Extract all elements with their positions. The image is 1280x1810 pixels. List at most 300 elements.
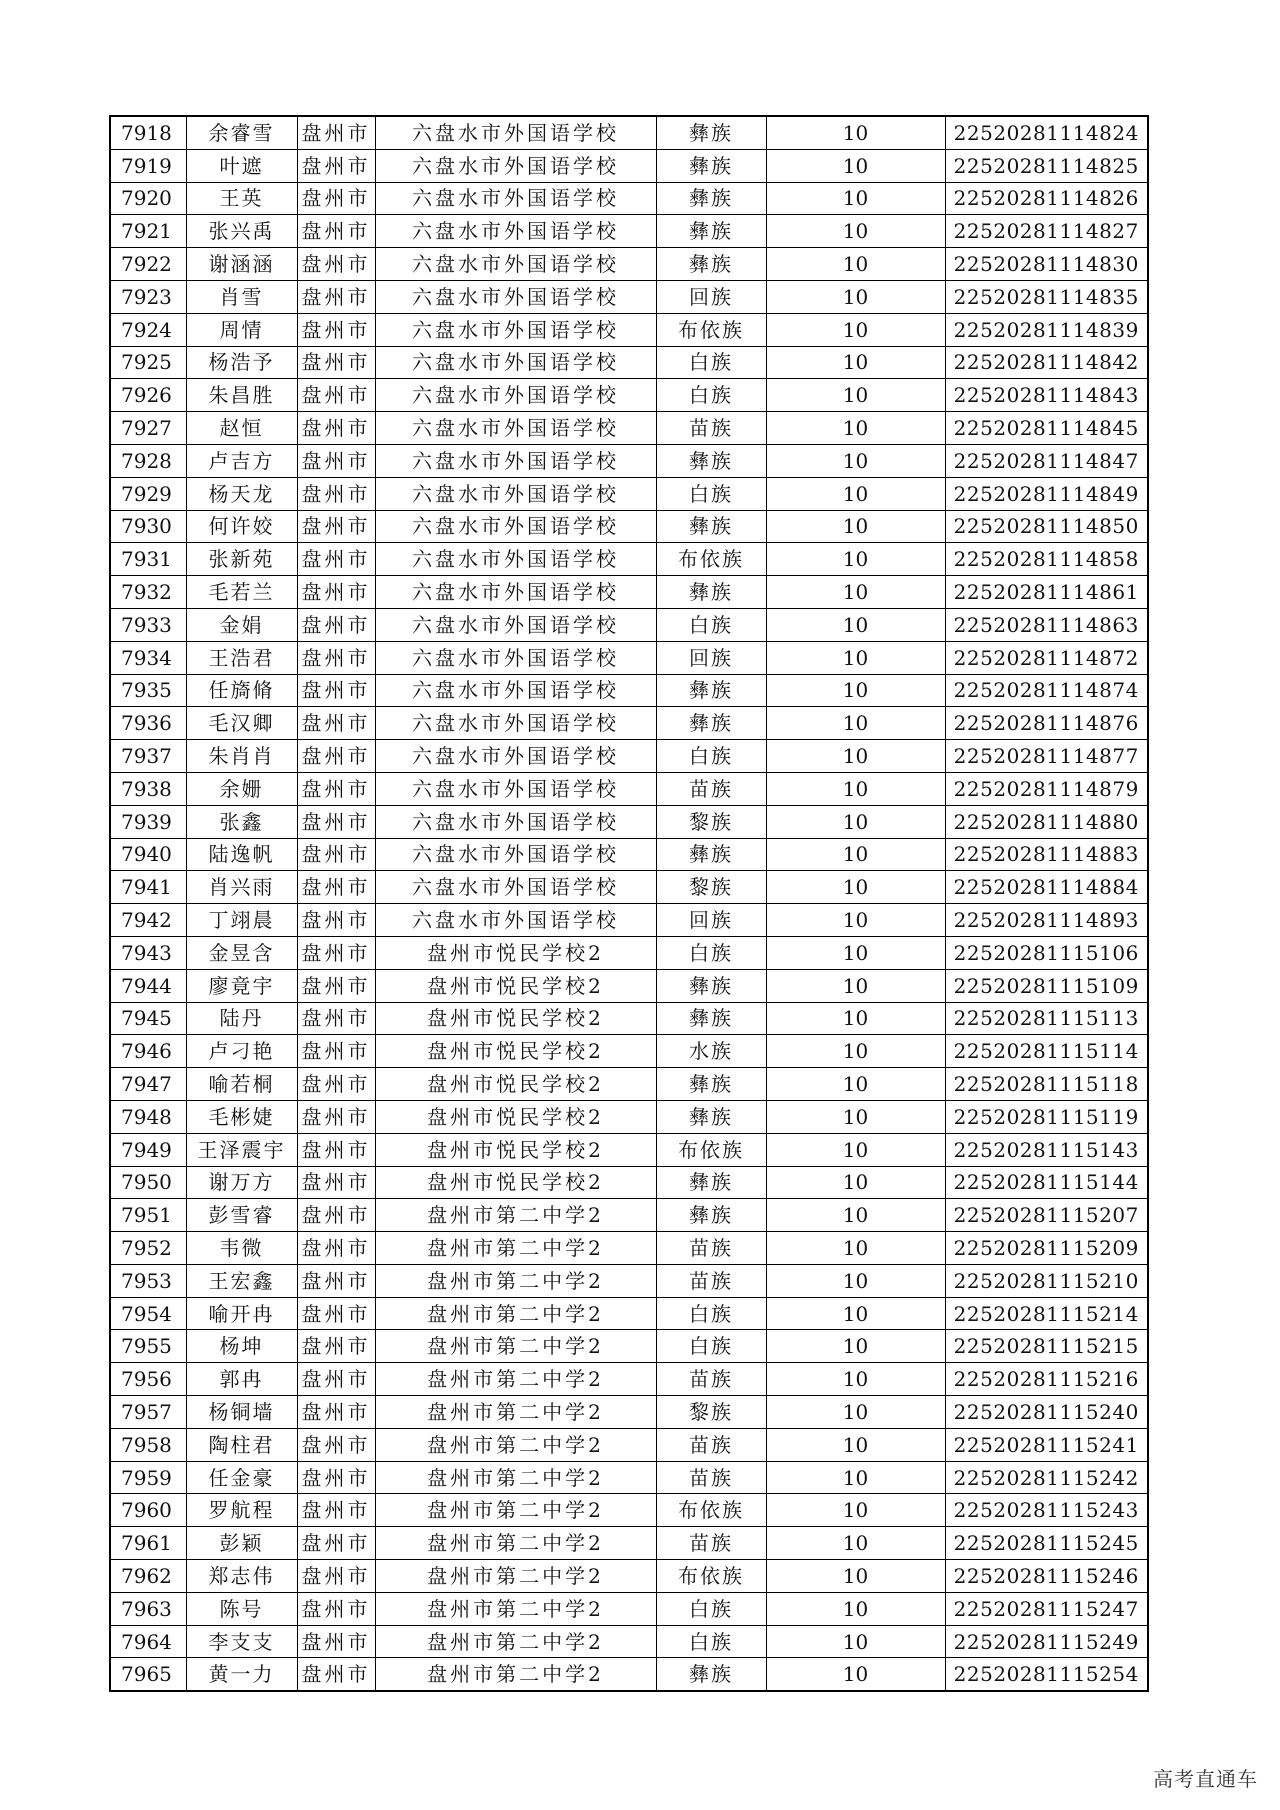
city-cell: 盘州市 [297, 838, 375, 871]
row-number-cell: 7921 [110, 215, 186, 248]
ethnicity-cell: 彝族 [656, 215, 766, 248]
school-name-cell: 盘州市第二中学2 [375, 1330, 656, 1363]
student-id-cell: 22520281114849 [945, 477, 1148, 510]
ethnicity-cell: 彝族 [656, 248, 766, 281]
ethnicity-cell: 彝族 [656, 1658, 766, 1691]
watermark-text: 高考直通车 [1153, 1767, 1258, 1791]
student-name-cell: 丁翊晨 [186, 904, 297, 937]
row-number-cell: 7932 [110, 576, 186, 609]
table-row [110, 1494, 1148, 1527]
ethnicity-cell: 白族 [656, 346, 766, 379]
school-name-cell: 六盘水市外国语学校 [375, 444, 656, 477]
city-cell: 盘州市 [297, 674, 375, 707]
grade-cell: 10 [766, 444, 945, 477]
city-cell: 盘州市 [297, 116, 375, 149]
row-number-cell: 7959 [110, 1461, 186, 1494]
city-cell: 盘州市 [297, 740, 375, 773]
student-id-cell: 22520281115240 [945, 1396, 1148, 1429]
school-name-cell: 六盘水市外国语学校 [375, 280, 656, 313]
row-number-cell: 7963 [110, 1592, 186, 1625]
student-id-cell: 22520281114879 [945, 772, 1148, 805]
ethnicity-cell: 布依族 [656, 543, 766, 576]
school-name-cell: 六盘水市外国语学校 [375, 379, 656, 412]
table-row [110, 1035, 1148, 1068]
student-name-cell: 杨坤 [186, 1330, 297, 1363]
row-number-cell: 7936 [110, 707, 186, 740]
city-cell: 盘州市 [297, 969, 375, 1002]
row-number-cell: 7920 [110, 182, 186, 215]
city-cell: 盘州市 [297, 1232, 375, 1265]
row-number-cell: 7958 [110, 1428, 186, 1461]
school-name-cell: 盘州市第二中学2 [375, 1264, 656, 1297]
row-number-cell: 7946 [110, 1035, 186, 1068]
student-name-cell: 余睿雪 [186, 116, 297, 149]
row-number-cell: 7923 [110, 280, 186, 313]
student-id-cell: 22520281115246 [945, 1560, 1148, 1593]
school-name-cell: 六盘水市外国语学校 [375, 182, 656, 215]
student-name-cell: 肖兴雨 [186, 871, 297, 904]
school-name-cell: 盘州市第二中学2 [375, 1428, 656, 1461]
grade-cell: 10 [766, 1232, 945, 1265]
grade-cell: 10 [766, 674, 945, 707]
city-cell: 盘州市 [297, 149, 375, 182]
table-row [110, 1232, 1148, 1265]
table-row [110, 1002, 1148, 1035]
table-row [110, 1396, 1148, 1429]
grade-cell: 10 [766, 116, 945, 149]
table-row [110, 1658, 1148, 1691]
ethnicity-cell: 彝族 [656, 444, 766, 477]
student-id-cell: 22520281114883 [945, 838, 1148, 871]
grade-cell: 10 [766, 608, 945, 641]
ethnicity-cell: 回族 [656, 904, 766, 937]
grade-cell: 10 [766, 805, 945, 838]
student-name-cell: 陶柱君 [186, 1428, 297, 1461]
school-name-cell: 盘州市第二中学2 [375, 1396, 656, 1429]
grade-cell: 10 [766, 543, 945, 576]
row-number-cell: 7918 [110, 116, 186, 149]
city-cell: 盘州市 [297, 936, 375, 969]
school-name-cell: 六盘水市外国语学校 [375, 313, 656, 346]
city-cell: 盘州市 [297, 313, 375, 346]
row-number-cell: 7939 [110, 805, 186, 838]
row-number-cell: 7950 [110, 1166, 186, 1199]
ethnicity-cell: 黎族 [656, 805, 766, 838]
grade-cell: 10 [766, 1166, 945, 1199]
student-name-cell: 喻若桐 [186, 1068, 297, 1101]
student-name-cell: 杨铜墙 [186, 1396, 297, 1429]
table-row [110, 608, 1148, 641]
grade-cell: 10 [766, 576, 945, 609]
student-name-cell: 杨天龙 [186, 477, 297, 510]
school-name-cell: 六盘水市外国语学校 [375, 412, 656, 445]
ethnicity-cell: 彝族 [656, 1068, 766, 1101]
student-name-cell: 何许姣 [186, 510, 297, 543]
table-row [110, 1330, 1148, 1363]
student-name-cell: 任金豪 [186, 1461, 297, 1494]
table-row [110, 1166, 1148, 1199]
grade-cell: 10 [766, 740, 945, 773]
school-name-cell: 盘州市第二中学2 [375, 1232, 656, 1265]
row-number-cell: 7964 [110, 1625, 186, 1658]
row-number-cell: 7949 [110, 1133, 186, 1166]
student-id-cell: 22520281114874 [945, 674, 1148, 707]
roster-table [109, 115, 1149, 1692]
ethnicity-cell: 白族 [656, 936, 766, 969]
ethnicity-cell: 苗族 [656, 1264, 766, 1297]
ethnicity-cell: 苗族 [656, 412, 766, 445]
school-name-cell: 六盘水市外国语学校 [375, 477, 656, 510]
city-cell: 盘州市 [297, 1494, 375, 1527]
row-number-cell: 7962 [110, 1560, 186, 1593]
ethnicity-cell: 彝族 [656, 1166, 766, 1199]
student-name-cell: 余姗 [186, 772, 297, 805]
student-name-cell: 郑志伟 [186, 1560, 297, 1593]
student-name-cell: 黄一力 [186, 1658, 297, 1691]
table-row [110, 412, 1148, 445]
city-cell: 盘州市 [297, 772, 375, 805]
student-name-cell: 谢涵涵 [186, 248, 297, 281]
row-number-cell: 7955 [110, 1330, 186, 1363]
school-name-cell: 六盘水市外国语学校 [375, 543, 656, 576]
school-name-cell: 六盘水市外国语学校 [375, 772, 656, 805]
grade-cell: 10 [766, 641, 945, 674]
student-name-cell: 朱肖肖 [186, 740, 297, 773]
student-name-cell: 金娟 [186, 608, 297, 641]
city-cell: 盘州市 [297, 904, 375, 937]
table-row [110, 1560, 1148, 1593]
grade-cell: 10 [766, 969, 945, 1002]
row-number-cell: 7941 [110, 871, 186, 904]
ethnicity-cell: 水族 [656, 1035, 766, 1068]
table-row [110, 1199, 1148, 1232]
school-name-cell: 盘州市第二中学2 [375, 1494, 656, 1527]
table-row [110, 1527, 1148, 1560]
ethnicity-cell: 白族 [656, 740, 766, 773]
row-number-cell: 7948 [110, 1100, 186, 1133]
school-name-cell: 盘州市悦民学校2 [375, 969, 656, 1002]
grade-cell: 10 [766, 379, 945, 412]
grade-cell: 10 [766, 412, 945, 445]
ethnicity-cell: 白族 [656, 608, 766, 641]
table-row [110, 313, 1148, 346]
city-cell: 盘州市 [297, 1166, 375, 1199]
school-name-cell: 盘州市第二中学2 [375, 1199, 656, 1232]
table-row [110, 280, 1148, 313]
student-name-cell: 任旖脩 [186, 674, 297, 707]
school-name-cell: 盘州市第二中学2 [375, 1461, 656, 1494]
grade-cell: 10 [766, 1396, 945, 1429]
table-row [110, 182, 1148, 215]
row-number-cell: 7952 [110, 1232, 186, 1265]
city-cell: 盘州市 [297, 346, 375, 379]
grade-cell: 10 [766, 1199, 945, 1232]
city-cell: 盘州市 [297, 1100, 375, 1133]
ethnicity-cell: 回族 [656, 641, 766, 674]
table-row [110, 707, 1148, 740]
city-cell: 盘州市 [297, 1527, 375, 1560]
school-name-cell: 盘州市悦民学校2 [375, 936, 656, 969]
student-id-cell: 22520281114880 [945, 805, 1148, 838]
school-name-cell: 六盘水市外国语学校 [375, 248, 656, 281]
table-row [110, 149, 1148, 182]
student-name-cell: 罗航程 [186, 1494, 297, 1527]
ethnicity-cell: 黎族 [656, 871, 766, 904]
student-id-cell: 22520281115245 [945, 1527, 1148, 1560]
table-row [110, 969, 1148, 1002]
city-cell: 盘州市 [297, 1002, 375, 1035]
table-row [110, 477, 1148, 510]
ethnicity-cell: 苗族 [656, 1232, 766, 1265]
student-name-cell: 肖雪 [186, 280, 297, 313]
ethnicity-cell: 布依族 [656, 1133, 766, 1166]
grade-cell: 10 [766, 936, 945, 969]
student-name-cell: 彭颖 [186, 1527, 297, 1560]
table-row [110, 1100, 1148, 1133]
ethnicity-cell: 布依族 [656, 1494, 766, 1527]
school-name-cell: 六盘水市外国语学校 [375, 641, 656, 674]
city-cell: 盘州市 [297, 1264, 375, 1297]
city-cell: 盘州市 [297, 477, 375, 510]
student-id-cell: 22520281115106 [945, 936, 1148, 969]
table-row [110, 904, 1148, 937]
student-id-cell: 22520281115209 [945, 1232, 1148, 1265]
grade-cell: 10 [766, 215, 945, 248]
table-row [110, 444, 1148, 477]
ethnicity-cell: 彝族 [656, 576, 766, 609]
student-id-cell: 22520281114863 [945, 608, 1148, 641]
school-name-cell: 盘州市悦民学校2 [375, 1166, 656, 1199]
school-name-cell: 六盘水市外国语学校 [375, 149, 656, 182]
ethnicity-cell: 苗族 [656, 1363, 766, 1396]
student-name-cell: 彭雪睿 [186, 1199, 297, 1232]
student-name-cell: 陆丹 [186, 1002, 297, 1035]
student-id-cell: 22520281115113 [945, 1002, 1148, 1035]
student-id-cell: 22520281114839 [945, 313, 1148, 346]
row-number-cell: 7933 [110, 608, 186, 641]
student-id-cell: 22520281114827 [945, 215, 1148, 248]
ethnicity-cell: 白族 [656, 1297, 766, 1330]
row-number-cell: 7937 [110, 740, 186, 773]
city-cell: 盘州市 [297, 1592, 375, 1625]
student-name-cell: 陈号 [186, 1592, 297, 1625]
row-number-cell: 7934 [110, 641, 186, 674]
table-row [110, 740, 1148, 773]
grade-cell: 10 [766, 1428, 945, 1461]
city-cell: 盘州市 [297, 280, 375, 313]
school-name-cell: 六盘水市外国语学校 [375, 608, 656, 641]
table-row [110, 1363, 1148, 1396]
school-name-cell: 六盘水市外国语学校 [375, 838, 656, 871]
student-name-cell: 张兴禹 [186, 215, 297, 248]
student-id-cell: 22520281114835 [945, 280, 1148, 313]
row-number-cell: 7951 [110, 1199, 186, 1232]
student-name-cell: 毛若兰 [186, 576, 297, 609]
table-row [110, 674, 1148, 707]
student-id-cell: 22520281115247 [945, 1592, 1148, 1625]
grade-cell: 10 [766, 182, 945, 215]
student-name-cell: 赵恒 [186, 412, 297, 445]
student-id-cell: 22520281114893 [945, 904, 1148, 937]
city-cell: 盘州市 [297, 543, 375, 576]
student-name-cell: 朱昌胜 [186, 379, 297, 412]
school-name-cell: 盘州市第二中学2 [375, 1527, 656, 1560]
row-number-cell: 7944 [110, 969, 186, 1002]
city-cell: 盘州市 [297, 1330, 375, 1363]
student-name-cell: 王浩君 [186, 641, 297, 674]
grade-cell: 10 [766, 1133, 945, 1166]
grade-cell: 10 [766, 346, 945, 379]
ethnicity-cell: 彝族 [656, 1002, 766, 1035]
grade-cell: 10 [766, 904, 945, 937]
table-row [110, 838, 1148, 871]
table-row [110, 379, 1148, 412]
student-name-cell: 毛彬婕 [186, 1100, 297, 1133]
table-row [110, 772, 1148, 805]
student-id-cell: 22520281115118 [945, 1068, 1148, 1101]
ethnicity-cell: 苗族 [656, 1527, 766, 1560]
school-name-cell: 盘州市第二中学2 [375, 1297, 656, 1330]
school-name-cell: 六盘水市外国语学校 [375, 510, 656, 543]
city-cell: 盘州市 [297, 1133, 375, 1166]
row-number-cell: 7943 [110, 936, 186, 969]
student-id-cell: 22520281115254 [945, 1658, 1148, 1691]
student-id-cell: 22520281115109 [945, 969, 1148, 1002]
row-number-cell: 7935 [110, 674, 186, 707]
student-id-cell: 22520281115241 [945, 1428, 1148, 1461]
grade-cell: 10 [766, 1560, 945, 1593]
student-id-cell: 22520281114872 [945, 641, 1148, 674]
table-row [110, 871, 1148, 904]
ethnicity-cell: 彝族 [656, 116, 766, 149]
table-row [110, 1428, 1148, 1461]
table-row [110, 543, 1148, 576]
row-number-cell: 7961 [110, 1527, 186, 1560]
ethnicity-cell: 黎族 [656, 1396, 766, 1429]
grade-cell: 10 [766, 772, 945, 805]
student-id-cell: 22520281114877 [945, 740, 1148, 773]
school-name-cell: 六盘水市外国语学校 [375, 116, 656, 149]
student-id-cell: 22520281115242 [945, 1461, 1148, 1494]
ethnicity-cell: 苗族 [656, 1461, 766, 1494]
ethnicity-cell: 彝族 [656, 969, 766, 1002]
ethnicity-cell: 布依族 [656, 313, 766, 346]
row-number-cell: 7965 [110, 1658, 186, 1691]
ethnicity-cell: 白族 [656, 1330, 766, 1363]
grade-cell: 10 [766, 280, 945, 313]
grade-cell: 10 [766, 1658, 945, 1691]
grade-cell: 10 [766, 477, 945, 510]
row-number-cell: 7960 [110, 1494, 186, 1527]
grade-cell: 10 [766, 1527, 945, 1560]
student-id-cell: 22520281114850 [945, 510, 1148, 543]
student-name-cell: 王宏鑫 [186, 1264, 297, 1297]
student-id-cell: 22520281115243 [945, 1494, 1148, 1527]
student-name-cell: 张新苑 [186, 543, 297, 576]
row-number-cell: 7954 [110, 1297, 186, 1330]
city-cell: 盘州市 [297, 510, 375, 543]
school-name-cell: 六盘水市外国语学校 [375, 805, 656, 838]
city-cell: 盘州市 [297, 1035, 375, 1068]
student-name-cell: 喻开冉 [186, 1297, 297, 1330]
city-cell: 盘州市 [297, 1396, 375, 1429]
roster-body [110, 116, 1148, 1691]
student-name-cell: 杨浩予 [186, 346, 297, 379]
table-row [110, 116, 1148, 149]
student-id-cell: 22520281114858 [945, 543, 1148, 576]
student-id-cell: 22520281115144 [945, 1166, 1148, 1199]
student-id-cell: 22520281115249 [945, 1625, 1148, 1658]
table-row [110, 1297, 1148, 1330]
student-id-cell: 22520281114847 [945, 444, 1148, 477]
school-name-cell: 盘州市悦民学校2 [375, 1100, 656, 1133]
row-number-cell: 7927 [110, 412, 186, 445]
city-cell: 盘州市 [297, 1625, 375, 1658]
city-cell: 盘州市 [297, 182, 375, 215]
student-id-cell: 22520281115216 [945, 1363, 1148, 1396]
table-row [110, 248, 1148, 281]
row-number-cell: 7929 [110, 477, 186, 510]
school-name-cell: 六盘水市外国语学校 [375, 215, 656, 248]
city-cell: 盘州市 [297, 248, 375, 281]
ethnicity-cell: 白族 [656, 477, 766, 510]
student-name-cell: 李支支 [186, 1625, 297, 1658]
city-cell: 盘州市 [297, 608, 375, 641]
city-cell: 盘州市 [297, 707, 375, 740]
school-name-cell: 盘州市第二中学2 [375, 1658, 656, 1691]
row-number-cell: 7953 [110, 1264, 186, 1297]
ethnicity-cell: 苗族 [656, 1428, 766, 1461]
school-name-cell: 盘州市第二中学2 [375, 1592, 656, 1625]
student-name-cell: 周情 [186, 313, 297, 346]
city-cell: 盘州市 [297, 1068, 375, 1101]
student-id-cell: 22520281115214 [945, 1297, 1148, 1330]
ethnicity-cell: 彝族 [656, 674, 766, 707]
table-row [110, 215, 1148, 248]
row-number-cell: 7945 [110, 1002, 186, 1035]
table-row [110, 1592, 1148, 1625]
city-cell: 盘州市 [297, 1428, 375, 1461]
student-id-cell: 22520281114876 [945, 707, 1148, 740]
ethnicity-cell: 苗族 [656, 772, 766, 805]
ethnicity-cell: 彝族 [656, 1100, 766, 1133]
student-name-cell: 陆逸帆 [186, 838, 297, 871]
grade-cell: 10 [766, 248, 945, 281]
student-name-cell: 叶遮 [186, 149, 297, 182]
city-cell: 盘州市 [297, 444, 375, 477]
row-number-cell: 7925 [110, 346, 186, 379]
city-cell: 盘州市 [297, 805, 375, 838]
city-cell: 盘州市 [297, 1461, 375, 1494]
school-name-cell: 六盘水市外国语学校 [375, 740, 656, 773]
city-cell: 盘州市 [297, 215, 375, 248]
ethnicity-cell: 彝族 [656, 838, 766, 871]
school-name-cell: 盘州市悦民学校2 [375, 1068, 656, 1101]
school-name-cell: 盘州市悦民学校2 [375, 1035, 656, 1068]
school-name-cell: 盘州市悦民学校2 [375, 1002, 656, 1035]
row-number-cell: 7931 [110, 543, 186, 576]
row-number-cell: 7922 [110, 248, 186, 281]
row-number-cell: 7926 [110, 379, 186, 412]
school-name-cell: 六盘水市外国语学校 [375, 904, 656, 937]
grade-cell: 10 [766, 1035, 945, 1068]
student-name-cell: 王英 [186, 182, 297, 215]
student-id-cell: 22520281114842 [945, 346, 1148, 379]
school-name-cell: 六盘水市外国语学校 [375, 871, 656, 904]
school-name-cell: 六盘水市外国语学校 [375, 674, 656, 707]
city-cell: 盘州市 [297, 1363, 375, 1396]
city-cell: 盘州市 [297, 379, 375, 412]
